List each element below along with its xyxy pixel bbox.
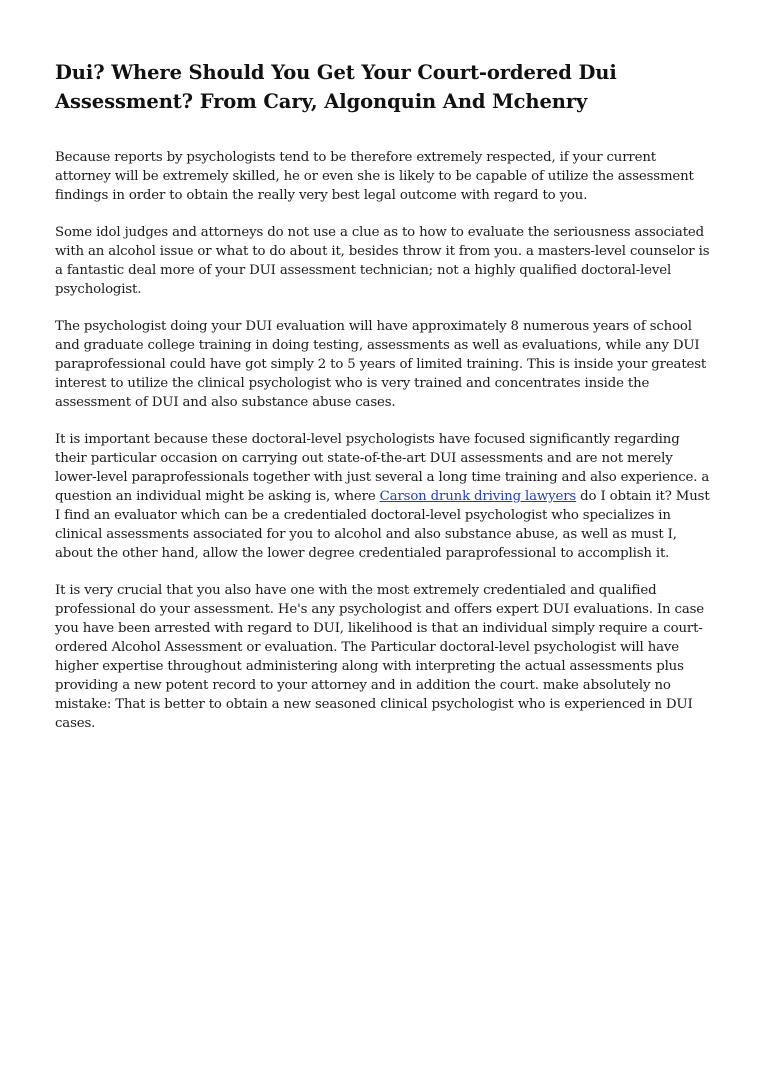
paragraph-4: [55, 430, 715, 563]
paragraph-4-after-link: do I obtain it? Must I find an evaluator which can be a credentialed doctoral-level psychologist who specializes in clinical assessments associated for you to alcohol and also substance abuse, as well as must I, about the other hand, allow the lower degree credentialed paraprofessional to accomplish it.: [55, 489, 710, 561]
carson-lawyers-link[interactable]: Carson drunk driving lawyers: [379, 489, 577, 504]
paragraph-3: The psychologist doing your DUI evaluation will have approximately 8 numerous years of school and graduate college training in doing testing, assessments as well as evaluations, while any DUI paraprofessional could have got simply 2 to 5 years of limited training. This is inside your greatest interest to utilize the clinical psychologist who is very trained and concentrates inside the assessment of DUI and also substance abuse cases.: [55, 319, 707, 410]
paragraph-2: Some idol judges and attorneys do not use a clue as to how to evaluate the seriousness associated with an alcohol issue or what to do about it, besides throw it from you. a masters-level counselor is a fantastic deal more of your DUI assessment technician; not a highly qualified doctoral-level psychologist.: [55, 225, 710, 297]
paragraph-1: Because reports by psychologists tend to be therefore extremely respected, if your current attorney will be extremely skilled, he or even she is likely to be capable of utilize the assessment findings in order to obtain the really very best legal outcome with regard to you.: [55, 150, 694, 203]
page-title: Dui? Where Should You Get Your Court-ordered Dui Assessment? From Cary, Algonquin And Mchenry: [55, 61, 617, 113]
paragraph-5: It is very crucial that you also have one with the most extremely credentialed and qualified professional do your assessment. He's any psychologist and offers expert DUI evaluations. In case you have been arrested with regard to DUI, likelihood is that an individual simply require a court-ordered Alcohol Assessment or evaluation. The Particular doctoral-level psychologist will have higher expertise throughout administering along with interpreting the actual assessments plus providing a new potent record to your attorney and in addition the court. make absolutely no mistake: That is better to obtain a new seasoned clinical psychologist who is experienced in DUI cases.: [55, 583, 704, 731]
document-page: [55, 58, 715, 751]
paragraph-4-before-link: It is important because these doctoral-level psychologists have focused significantly regarding their particular occasion on carrying out state-of-the-art DUI assessments and are not merely lower-level paraprofessionals together with just several a long time training and also experience. a question an individual might be asking is, where: [55, 432, 710, 504]
